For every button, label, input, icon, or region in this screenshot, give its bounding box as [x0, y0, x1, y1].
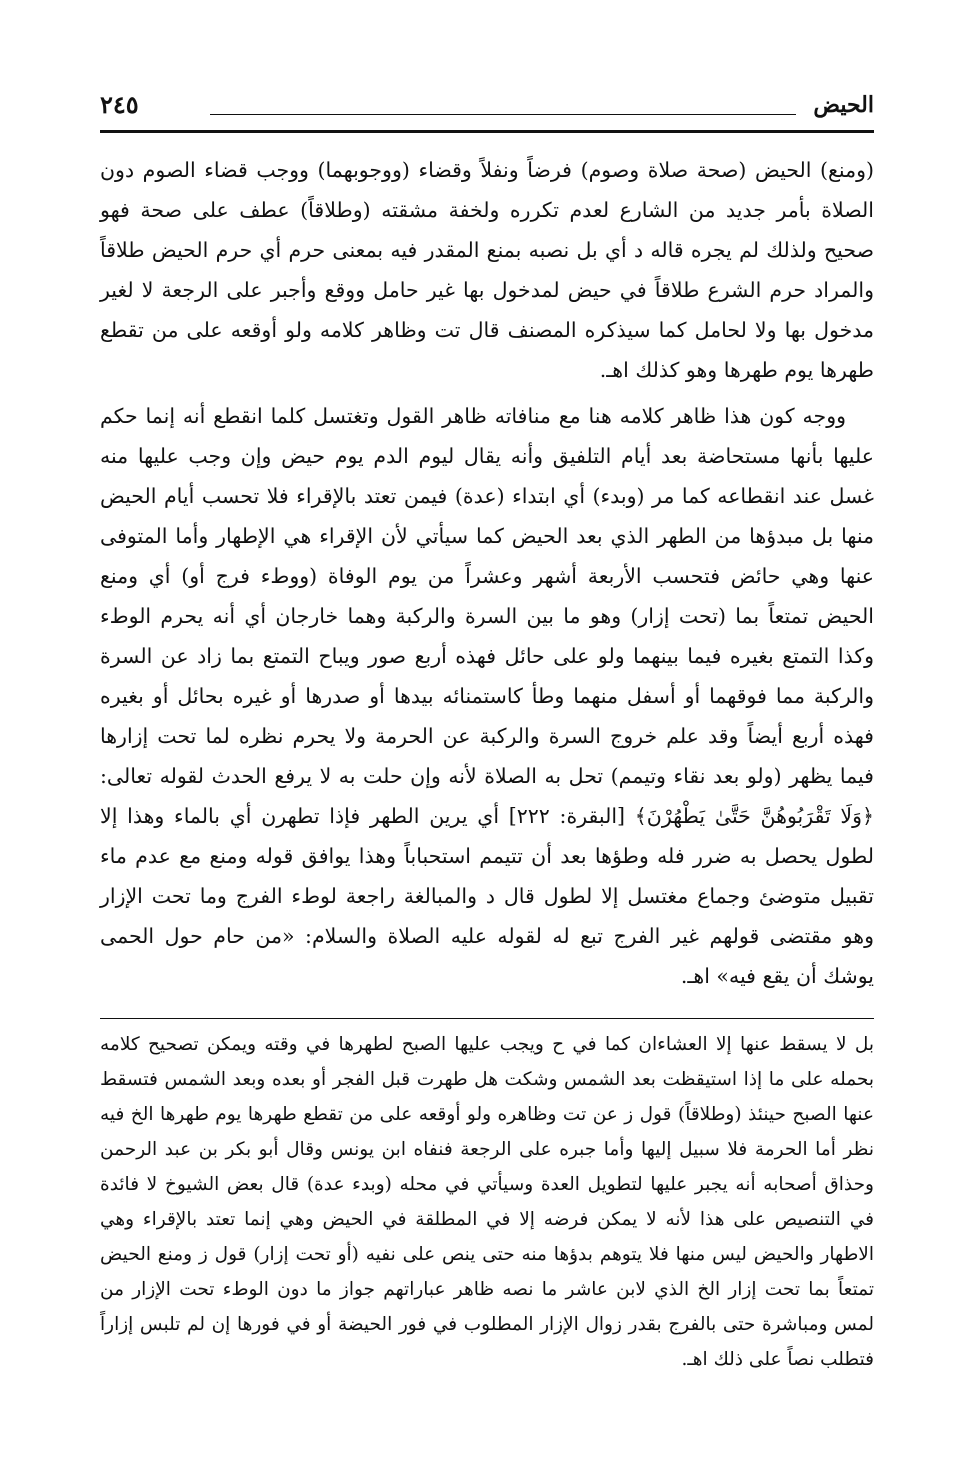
main-paragraph: ووجه كون هذا ظاهر كلامه هنا مع منافاته ظاهر القول وتغتسل كلما انقطع أنه إنما حكم عليها بأنها مستحاضة بعد أيام التلفيق وأنه يقال ليوم الدم يوم حيض وإن وجب عليها منه غسل عند انقطاعه كما مر (وبدء) أي ابتداء (عدة) فيمن تعتد بالإقراء فلا تحسب أيام الحيض منها بل مبدؤها من الطهر الذي بعد الحيض كما سيأتي لأن الإقراء هي الإطهار وأما المتوفى عنها وهي حائض فتحسب الأربعة أشهر وعشراً من يوم الوفاة (ووطء فرج أو) أي ومنع الحيض تمتعاً بما (تحت إزار) وهو ما بين السرة والركبة وهما خارجان أي أنه يحرم الوطء وكذا التمتع بغيره فيما بينهما ولو على حائل فهذه أربع صور ويباح التمتع بما زاد عن السرة والركبة مما فوقهما أو أسفل منهما وطأ كاستمنائه بيدها أو صدرها أو غيره بحائل أو بغيره فهذه أربع أيضاً وقد علم خروج السرة والركبة عن الحرمة ولا يحرم نظره لما تحت إزارها فيما يظهر (ولو بعد نقاء وتيمم) تحل به الصلاة لأنه وإن حلت به لا يرفع الحدث لقوله تعالى: ﴿وَلَا تَقْرَبُوهُنَّ حَتَّىٰ يَطْهُرْنَ﴾ [البقرة: ٢٢٢] أي يرين الطهر فإذا تطهرن أي بالماء وهذا إلا لطول يحصل به ضرر فله وطؤها بعد أن تتيمم استحباباً وهذا يوافق قوله ومنع مع عدم ماء تقبيل متوضئ وجماع مغتسل إلا لطول قال د والمبالغة راجعة لوطء الفرج وما تحت الإزار وهو مقتضى قولهم غير الفرج تبع له لقوله عليه الصلاة والسلام: «من حام حول الحمى يوشك أن يقع فيه» اهـ. [100, 404, 875, 988]
running-header [100, 88, 874, 134]
header-rule [100, 130, 874, 133]
header-divider [210, 114, 796, 115]
footnote-separator [100, 1018, 874, 1019]
footnotes [100, 1027, 874, 1377]
book-page [100, 88, 874, 1377]
main-text [100, 150, 874, 996]
chapter-title: الحيض [813, 92, 874, 118]
page-number: ٢٤٥ [100, 90, 139, 119]
footnote-paragraph: بل لا يسقط عنها إلا العشاءان كما في ح ويجب عليها الصبح لطهرها في وقته ويمكن تصحيح كلامه بحمله على ما إذا استيقظت بعد الشمس وشكت هل طهرت قبل الفجر أو بعده وبعد الشمس فتسقط عنها الصبح حينئذ (وطلاقاً) قول ز عن تت وظاهره ولو أوقعه على من تقطع طهرها يوم طهرها الخ فيه نظر أما الحرمة فلا سبيل إليها وأما جبره على الرجعة فنفاه ابن يونس وقال أبو بكر بن عبد الرحمن وحذاق أصحابه أنه يجبر عليها لتطويل العدة وسيأتي في محله (وبدء عدة) قال بعض الشيوخ لا فائدة في التنصيص على هذا لأنه لا يمكن فرضه إلا في المطلقة في الحيض وهي إنما تعتد بالإقراء وهي الاطهار والحيض ليس منها فلا يتوهم بدؤها منه حتى ينص على نفيه (أو تحت إزار) قول ز ومنع الحيض تمتعاً بما تحت إزار الخ الذي لابن عاشر ما نصه ظاهر عباراتهم جواز ما دون الوطء تحت الإزار من لمس ومباشرة حتى بالفرج بقدر زوال الإزار المطلوب في فور الحيضة أو في فورها إن لم تلبس إزاراً فتطلب نصاً على ذلك اهـ. [100, 1034, 874, 1370]
main-paragraph: (ومنع) الحيض (صحة صلاة وصوم) فرضاً ونفلاً وقضاء (ووجوبهما) ووجب قضاء الصوم دون الصلاة بأمر جديد من الشارع لعدم تكرره ولخفة مشقته (وطلاقاً) عطف على صحة فهو صحيح ولذلك لم يجره قاله د أي بل نصبه بمنع المقدر فيه بمعنى حرم أي حرم الحيض طلاقاً والمراد حرم الشرع طلاقاً في حيض لمدخول بها غير حامل ووقع وأجبر على الرجعة لا لغير مدخول بها ولا لحامل كما سيذكره المصنف قال تت وظاهر كلامه ولو أوقعه على من تقطع طهرها يوم طهرها وهو كذلك اهـ. [100, 158, 874, 382]
